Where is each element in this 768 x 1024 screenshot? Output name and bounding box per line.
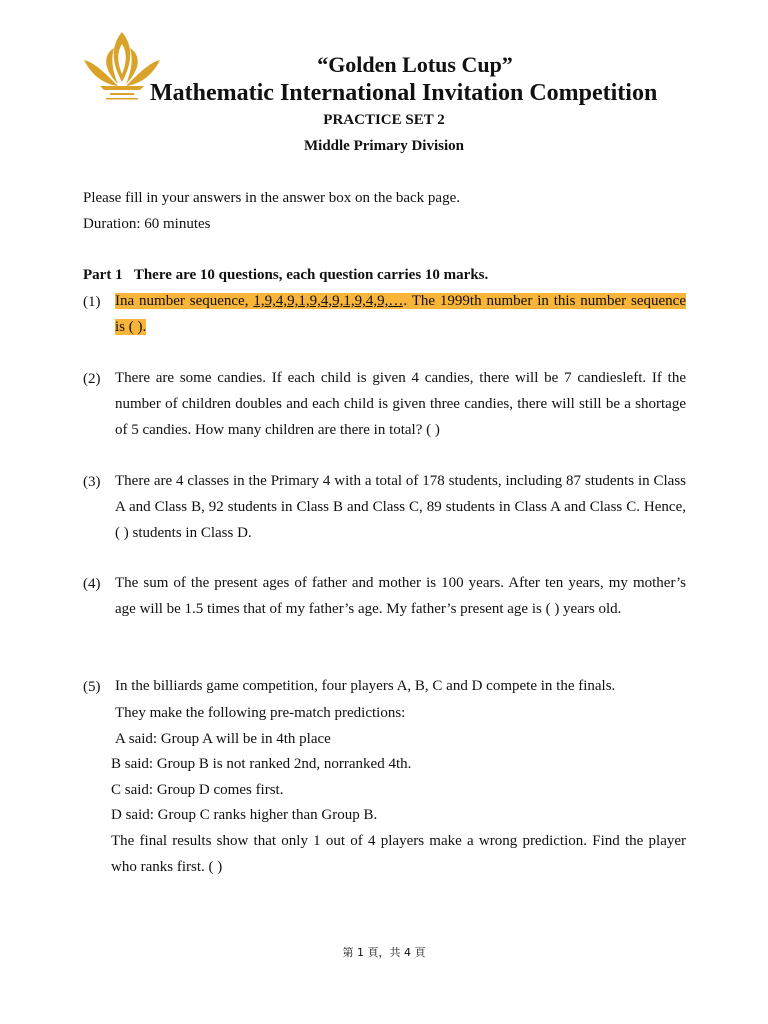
prediction-c: C said: Group D comes first.	[111, 782, 284, 798]
part-label: Part 1	[83, 267, 123, 283]
prediction-a: A said: Group A will be in 4th place	[115, 731, 331, 747]
question-5-conclusion: The final results show that only 1 out of 4 players make a wrong prediction. Find the player who ranks first. ( )	[111, 833, 686, 875]
page-footer: 第 1 頁，共 4 頁	[342, 946, 426, 959]
instruction-line-1: Please fill in your answers in the answer box on the back page.	[83, 190, 460, 206]
part-description: There are 10 questions, each question carries 10 marks.	[133, 267, 489, 283]
question-2-text: There are some candies. If each child is given 4 candies, there will be 7 candiesleft. If the number of children doubles and each child is given three candies, there will still be a shortage of 5 candies. How many children are there in total? ( )	[115, 370, 686, 438]
question-number: (3)	[83, 474, 101, 490]
question-5-intro-2: They make the following pre-match predictions:	[115, 705, 406, 721]
question-1-text	[115, 288, 686, 340]
question-number: (4)	[83, 576, 101, 592]
question-1-text-a: Ina number sequence,	[115, 293, 254, 309]
question-3-text: There are 4 classes in the Primary 4 with a total of 178 students, including 87 students in Class A and Class B, 92 students in Class B and Class C, 89 students in Class A and Class C. Hence, ( ) students in Class D.	[115, 473, 686, 541]
question-1-sequence: 1,9,4,9,1,9,4,9,1,9,4,9,…	[253, 293, 404, 309]
prediction-d: D said: Group C ranks higher than Group B.	[111, 807, 378, 823]
part-heading	[83, 265, 488, 285]
instruction-line-2: Duration: 60 minutes	[83, 216, 211, 232]
question-4-text: The sum of the present ages of father and mother is 100 years. After ten years, my mother’s age will be 1.5 times that of my father’s age. My father’s present age is ( ) years old.	[115, 575, 686, 617]
title-line-2: Mathematic International Invitation Competition	[150, 80, 658, 106]
prediction-b: B said: Group B is not ranked 2nd, norranked 4th.	[111, 756, 412, 772]
division-heading: Middle Primary Division	[304, 138, 464, 154]
question-5-intro: In the billiards game competition, four players A, B, C and D compete in the finals.	[115, 678, 616, 694]
practice-set-heading: PRACTICE SET 2	[323, 112, 445, 128]
question-1-text-c: . The 1999th number in this number sequence is ( ).	[115, 293, 686, 335]
title-line-1: “Golden Lotus Cup”	[317, 52, 513, 77]
question-number: (1)	[83, 294, 101, 310]
question-number: (5)	[83, 679, 101, 695]
question-number: (2)	[83, 371, 101, 387]
